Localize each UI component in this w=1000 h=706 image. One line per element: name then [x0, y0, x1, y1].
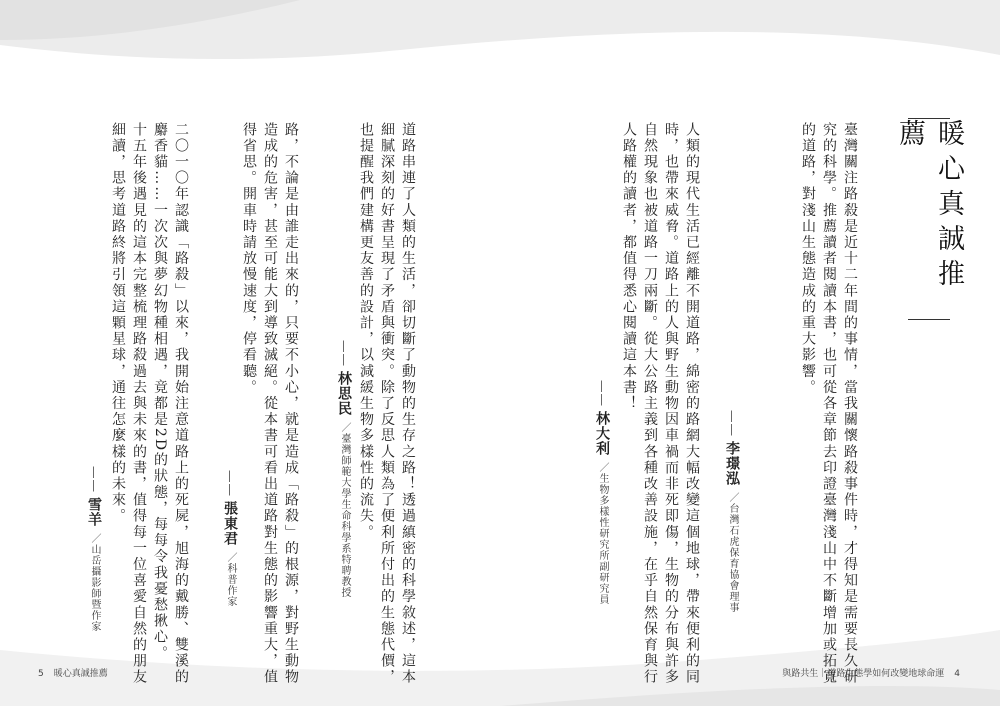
blurb-5-line-2: 麝香貓……一次次與夢幻物種相遇，竟都是2D的狀態，每每令我憂愁揪心。	[152, 122, 168, 662]
blurb-2-line-3: 自然現象也被道路一刀兩斷。從大公路主義到各種改善設施，在乎自然保育與行	[642, 122, 658, 686]
blurb-2-text	[618, 122, 702, 686]
blurb-1-signature	[722, 410, 742, 613]
signature-name: 林思民	[336, 371, 352, 416]
signature-role: ／臺灣師範大學生命科學系特聘教授	[339, 422, 350, 598]
signature-dash: ——	[223, 470, 238, 497]
blurb-5-line-1: 二〇一〇年認識「路殺」以來，我開始注意道路上的死屍，旭海的戴勝、雙溪的	[173, 122, 189, 686]
blurb-2-line-1: 人類的現代生活已經離不開道路，綿密的路網大幅改變這個地球，帶來便利的同	[684, 122, 700, 686]
signature-name: 張東君	[222, 501, 238, 546]
signature-role: ／山岳攝影師暨作家	[89, 533, 100, 632]
blurb-4-line-1: 路，不論是由誰走出來的，只要不小心，就是造成「路殺」的根源，對野生動物	[283, 122, 299, 686]
page-title	[894, 118, 964, 320]
blurb-3-line-2: 細膩深刻的好書呈現了矛盾與衝突。除了反思人類為了便利所付出的生態代價，	[379, 122, 395, 686]
signature-role: ／科普作家	[225, 552, 236, 607]
signature-name: 雪羊	[86, 497, 102, 527]
blurb-1-line-1: 臺灣關注路殺是近十二年間的事情，當我關懷路殺事件時，才得知是需要長久研	[842, 122, 858, 686]
page-number-left: 5	[38, 669, 44, 679]
blurb-3-line-3: 也提醒我們建構更友善的設計，以減緩生物多樣性的流失。	[358, 122, 374, 541]
blurb-5-line-3: 十五年後遇見的這本完整梳理路殺過去與未來的書，值得每一位喜愛自然的朋友	[131, 122, 147, 686]
blurb-2-line-2: 時，也帶來威脅。道路上的人與野生動物因車禍而非死即傷，生物的分布與許多	[663, 122, 679, 686]
blurb-5-signature	[84, 466, 104, 632]
signature-name: 李璟泓	[724, 441, 740, 486]
blurb-4-text	[238, 122, 301, 686]
signature-role: ／生物多樣性研究所副研究員	[597, 462, 608, 605]
blurb-1-line-2: 究的科學。推薦讀者閱讀本書，也可從各章節去印證臺灣淺山中不斷增加或拓寬	[821, 122, 837, 686]
footer-right	[782, 666, 960, 679]
page-number-right: 4	[954, 669, 960, 679]
signature-role: ／台灣石虎保育協會理事	[727, 492, 738, 613]
blurb-3-signature	[334, 340, 354, 598]
signature-dash: ——	[725, 410, 740, 437]
signature-name: 林大利	[594, 411, 610, 456]
blurb-2-signature	[592, 380, 612, 605]
blurb-1-line-3: 的道路，對淺山生態造成的重大影響。	[800, 122, 816, 396]
blurb-2-line-4: 人路權的讀者，都值得悉心閱讀這本書！	[621, 122, 637, 412]
blurb-4-line-2: 造成的危害，甚至可能大到導致滅絕。從本書可看出道路對生態的影響重大，值	[262, 122, 278, 686]
blurb-1-text	[797, 122, 860, 686]
blurb-4-signature	[220, 470, 240, 607]
signature-dash: ——	[87, 466, 102, 493]
signature-dash: ——	[337, 340, 352, 367]
blurb-3-text	[355, 122, 418, 686]
running-head-right: 與路共生｜道路生態學如何改變地球命運	[782, 669, 945, 679]
blurb-5-line-4: 細讀，思考道路終將引領這顆星球，通往怎麼樣的未來。	[110, 122, 126, 525]
blurb-5-text	[107, 122, 191, 686]
blurb-3-line-1: 道路串連了人類的生活，卻切斷了動物的生存之路！透過縝密的科學敘述，這本	[400, 122, 416, 686]
blurb-4-line-3: 得省思。開車時請放慢速度，停看聽。	[241, 122, 257, 396]
running-head-left: 暖心真誠推薦	[53, 669, 108, 679]
page-title-text: 暖心真誠推薦	[894, 119, 964, 294]
footer-left	[38, 666, 108, 679]
signature-dash: ——	[595, 380, 610, 407]
